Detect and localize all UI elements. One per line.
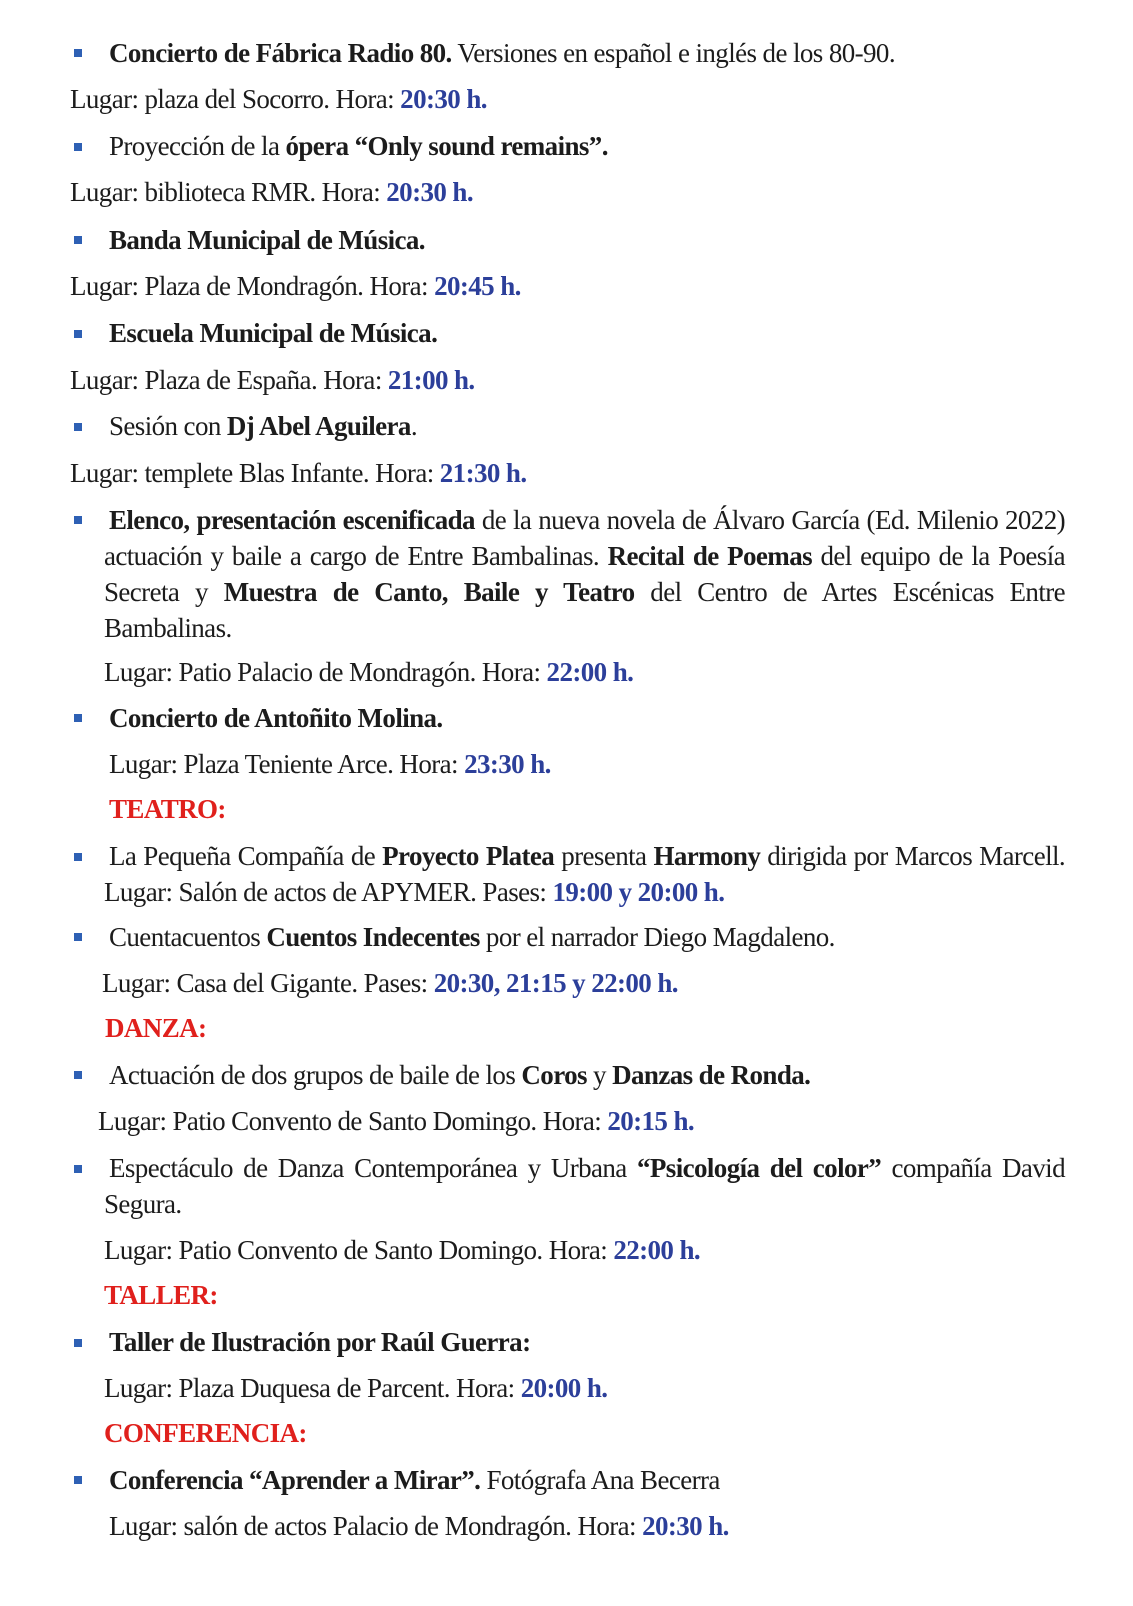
event-antonito-molina: Concierto de Antoñito Molina.: [109, 703, 443, 733]
bullet-icon: [74, 330, 82, 338]
bullet-icon: [74, 1476, 82, 1484]
section-heading-danza: DANZA:: [105, 1013, 207, 1043]
event-fabrica-radio-80: Concierto de Fábrica Radio 80. Versiones en español e inglés de los 80-90.: [109, 38, 895, 68]
bullet-icon: [74, 1339, 82, 1347]
event-place-time: Lugar: Plaza de Mondragón. Hora: 20:45 h.: [70, 271, 521, 301]
bullet-icon: [74, 1071, 82, 1079]
bullet-icon: [74, 236, 82, 244]
bullet-icon: [74, 853, 82, 861]
event-harmony-paragraph: La Pequeña Compañía de Proyecto Platea presenta Harmony dirigida por Marcos Marcell. Lugar: Salón de actos de APYMER. Pases: 19:00 y 20:00 h.: [104, 841, 1066, 907]
event-coros-danzas: Actuación de dos grupos de baile de los Coros y Danzas de Ronda.: [109, 1060, 811, 1090]
event-place-time: Lugar: Casa del Gigante. Pases: 20:30, 21:15 y 22:00 h.: [102, 968, 678, 998]
event-place-time: Lugar: biblioteca RMR. Hora: 20:30 h.: [70, 177, 473, 207]
section-heading-conferencia: CONFERENCIA:: [104, 1418, 307, 1448]
event-place-time: Lugar: Plaza de España. Hora: 21:00 h.: [70, 365, 475, 395]
bullet-icon: [74, 714, 82, 722]
bullet-icon: [74, 933, 82, 941]
event-place-time: Lugar: Patio Palacio de Mondragón. Hora: 22:00 h.: [104, 657, 634, 687]
bullet-icon: [74, 49, 82, 57]
bullet-icon: [74, 1165, 82, 1173]
event-place-time: Lugar: Plaza Teniente Arce. Hora: 23:30 h.: [109, 749, 551, 779]
event-place-time: Lugar: Patio Convento de Santo Domingo. Hora: 20:15 h.: [98, 1106, 695, 1136]
event-conferencia-aprender-a-mirar: Conferencia “Aprender a Mirar”. Fotógrafa Ana Becerra: [109, 1465, 720, 1495]
event-taller-ilustracion: Taller de Ilustración por Raúl Guerra:: [109, 1327, 531, 1357]
event-banda-municipal: Banda Municipal de Música.: [109, 225, 425, 255]
event-place-time: Lugar: templete Blas Infante. Hora: 21:30 h.: [70, 458, 527, 488]
section-heading-taller: TALLER:: [104, 1280, 218, 1310]
bullet-icon: [74, 516, 82, 524]
event-place-time: Lugar: salón de actos Palacio de Mondragón. Hora: 20:30 h.: [109, 1511, 729, 1541]
section-heading-teatro: TEATRO:: [109, 794, 226, 824]
event-dj-session: Sesión con Dj Abel Aguilera.: [109, 411, 417, 441]
bullet-icon: [74, 423, 82, 431]
event-escuela-municipal: Escuela Municipal de Música.: [109, 318, 438, 348]
event-psicologia-del-color: Espectáculo de Danza Contemporánea y Urbana “Psicología del color” compañía David Segura.: [104, 1153, 1065, 1219]
event-opera-projection: Proyección de la ópera “Only sound remains”.: [109, 131, 608, 161]
event-cuentacuentos: Cuentacuentos Cuentos Indecentes por el narrador Diego Magdaleno.: [109, 922, 835, 952]
bullet-icon: [74, 143, 82, 151]
event-place-time: Lugar: plaza del Socorro. Hora: 20:30 h.: [70, 84, 487, 114]
event-place-time: Lugar: Plaza Duquesa de Parcent. Hora: 20:00 h.: [104, 1373, 608, 1403]
event-place-time: Lugar: Patio Convento de Santo Domingo. Hora: 22:00 h.: [104, 1235, 701, 1265]
event-elenco-paragraph: Elenco, presentación escenificada de la nueva novela de Álvaro García (Ed. Milenio 2022) actuación y baile a cargo de Entre Bambalinas. Recital de Poemas del equipo de la Poesía Secreta y Muestra de Canto, Baile y Teatro del Centro de Artes Escénicas Entre Bambalinas.: [104, 505, 1065, 643]
